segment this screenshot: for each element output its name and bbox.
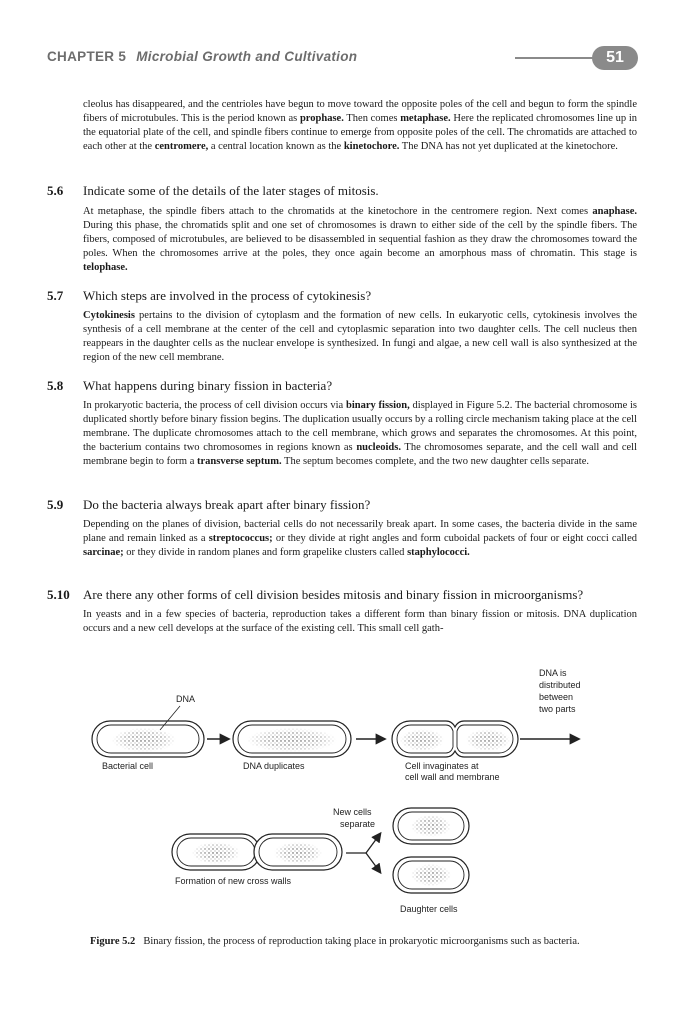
question-number: 5.9 xyxy=(47,497,64,512)
dna-duplicates-diagram xyxy=(233,721,351,757)
label-dna-distributed-1: DNA is xyxy=(539,668,567,678)
bacterial-cell-diagram xyxy=(92,706,204,757)
label-new-cells-1: New cells xyxy=(333,807,372,817)
label-cell-invaginates-2: cell wall and membrane xyxy=(405,772,500,782)
question-number: 5.10 xyxy=(47,587,70,602)
bold-term: metaphase. xyxy=(400,113,451,124)
split-arrow xyxy=(346,834,380,872)
label-dna-distributed-3: between xyxy=(539,692,574,702)
answer-5-6: At metaphase, the spindle fibers attach to the chromatids at the kinetochore in the centromere region. Next comes anaphase. During this phase, the chromatids split and one set of chromosomes is drawn to either side of the cell by the spindle fibers. The fibers, composed of microtubules, are believed to be disassembled in sequential fashion as they draw the chromosomes toward the poles. When the chromosomes arrive at the poles, they once again become an amorphous mass of chromatin. This stage is telophase. xyxy=(83,206,637,273)
question-text: Are there any other forms of cell division besides mitosis and binary fission in microorganisms? xyxy=(83,587,584,602)
bold-term: telophase. xyxy=(83,262,128,273)
answer-5-7: Cytokinesis pertains to the division of cytoplasm and the formation of new cells. In eukaryotic cells, cytokinesis involves the synthesis of a cell membrane at the center of the cell and cytoplasmic separation into two daughter cells. The cell nucleus then reappears in the daughter cells as the nuclear envelope is synthesized. In fungi and algae, a new cell wall is also synthesized at the region of the new cell membrane. xyxy=(83,310,637,363)
question-text: Indicate some of the details of the later stages of mitosis. xyxy=(83,183,379,198)
bold-term: nucleoids. xyxy=(356,442,401,453)
bold-term: binary fission, xyxy=(346,400,410,411)
bold-term: transverse septum. xyxy=(197,456,282,467)
bold-term: streptococcus; xyxy=(208,533,273,544)
question-5-9 xyxy=(47,497,647,513)
label-new-cells-2: separate xyxy=(340,819,376,829)
bold-term: kinetochore. xyxy=(343,141,400,152)
label-bacterial-cell: Bacterial cell xyxy=(102,761,154,771)
invaginating-cell-diagram xyxy=(392,721,518,757)
label-formation-cross-walls: Formation of new cross walls xyxy=(175,876,292,886)
answer-5-9: Depending on the planes of division, bacterial cells do not necessarily break apart. In some cases, the bacteria divide in the same plane and remain linked as a streptococcus; or they divide at right angles and form cuboidal packets of four or eight cocci called sarcinae; or they divide in random planes and form grapelike clusters called staphylococci. xyxy=(83,519,637,558)
bold-term: prophase. xyxy=(299,113,344,124)
caption-number: Figure 5.2 xyxy=(90,936,136,947)
daughter-cells-diagram xyxy=(393,808,469,893)
question-text: What happens during binary fission in bacteria? xyxy=(83,378,333,393)
answer-5-8: In prokaryotic bacteria, the process of cell division occurs via binary fission, displayed in Figure 5.2. The bacterial chromosome is duplicated shortly before binary fission begins. The duplication usually occurs by a rolling circle mechanism taking place at the cell membrane. The duplicate chromosomes attach to the cell membrane, which grows and separates the chromosomes. At this point, the bacterium contains two chromosomes in regions known as nucleoids. The chromosomes separate, and the cell wall and cell membrane begin to form a transverse septum. The septum becomes complete, and the two new daughter cells separate. xyxy=(83,400,638,467)
question-number: 5.6 xyxy=(47,183,64,198)
page-header xyxy=(47,46,637,72)
question-5-6 xyxy=(47,183,647,199)
question-5-7 xyxy=(47,288,647,304)
bold-term: sarcinae; xyxy=(83,547,124,558)
question-text: Do the bacteria always break apart after binary fission? xyxy=(83,497,371,512)
intro-paragraph: cleolus has disappeared, and the centrioles have begun to move toward the opposite poles of the cell and begun to form the spindle fibers of microtubules. This is the period known as prophase. Then comes metaphase. Here the replicated chromosomes line up in the equatorial plate of the cell, and spindle fibers continue to emerge from opposite poles of the cell. The chromatids are attached to each other at the centromere, a central location known as the kinetochore. The DNA has not yet duplicated at the kinetochore. xyxy=(83,99,637,152)
question-number: 5.7 xyxy=(47,288,64,303)
question-5-8 xyxy=(47,378,647,394)
label-dna-distributed-4: two parts xyxy=(539,704,576,714)
question-number: 5.8 xyxy=(47,378,64,393)
chapter-title: Microbial Growth and Cultivation xyxy=(136,49,358,64)
bold-term: centromere, xyxy=(154,141,209,152)
header-rule xyxy=(515,57,600,59)
bold-term: staphylococci. xyxy=(407,547,470,558)
cross-walls-diagram xyxy=(172,834,342,870)
label-cell-invaginates-1: Cell invaginates at xyxy=(405,761,479,771)
label-dna-duplicates: DNA duplicates xyxy=(243,761,305,771)
question-5-10 xyxy=(47,587,647,603)
bold-term: Cytokinesis xyxy=(83,310,135,321)
answer-5-10: In yeasts and in a few species of bacteria, reproduction takes a different form than binary fission or mitosis. DNA duplication occurs and a new cell develops at the surface of the existing cell. This small cell gath- xyxy=(83,609,637,634)
question-text: Which steps are involved in the process of cytokinesis? xyxy=(83,288,372,303)
chapter-heading xyxy=(47,49,357,64)
label-dna-distributed-2: distributed xyxy=(539,680,581,690)
chapter-label: CHAPTER 5 xyxy=(47,49,127,64)
figure-caption xyxy=(90,935,610,948)
label-dna: DNA xyxy=(176,694,196,704)
page-number-badge: 51 xyxy=(592,46,638,70)
bold-term: anaphase. xyxy=(592,206,637,217)
caption-text: Binary fission, the process of reproduction taking place in prokaryotic microorganisms such as bacteria. xyxy=(143,936,580,947)
label-daughter-cells: Daughter cells xyxy=(400,904,458,914)
